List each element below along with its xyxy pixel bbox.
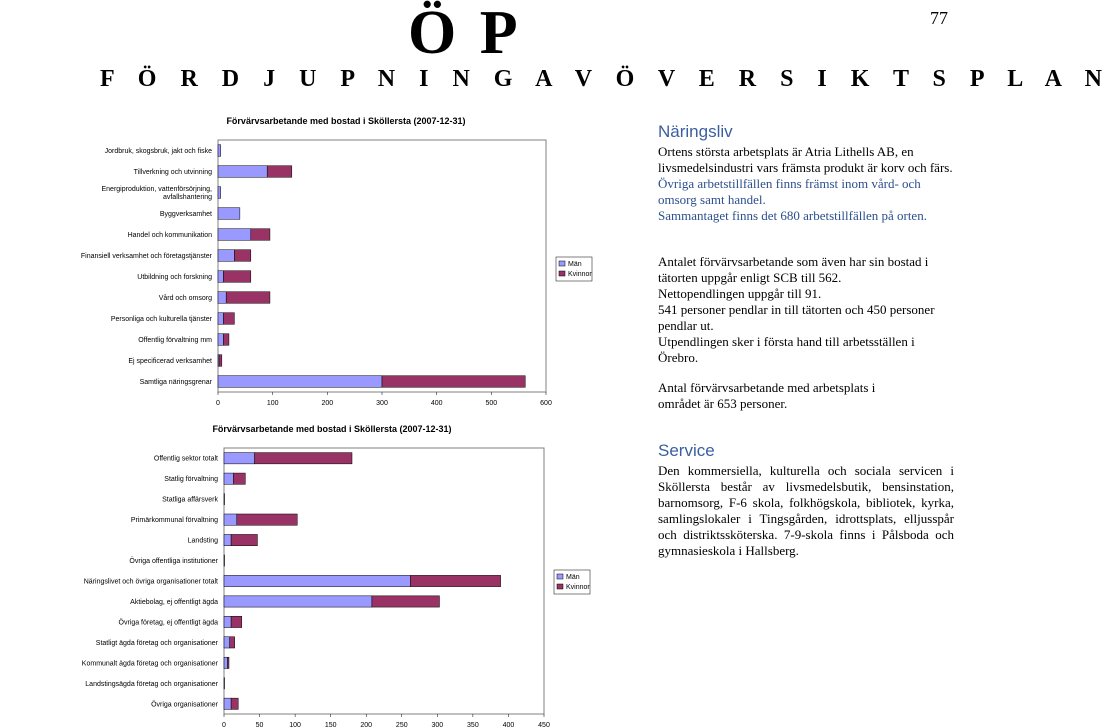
category-label: Personliga och kulturella tjänster [110, 316, 212, 323]
bar-man [224, 514, 237, 525]
document-title: F Ö R D J U P N I N G A V Ö V E R S I K T S P L A N [100, 66, 1111, 92]
bar-kvinnor [223, 334, 228, 346]
category-label: Primärkommunal förvaltning [130, 517, 218, 525]
category-label: Aktiebolag, ej offentligt ägda [130, 598, 218, 606]
category-label: Tillverkning och utvinning [133, 169, 212, 176]
chart-2-svg [60, 420, 620, 728]
bar-man [224, 657, 228, 668]
bar-kvinnor [410, 575, 500, 586]
bar-man [218, 271, 223, 283]
bar-man [224, 637, 230, 648]
bar-kvinnor [231, 616, 242, 627]
x-tick-label: 100 [289, 722, 301, 728]
category-label: Statlig förvaltning [164, 476, 218, 484]
x-tick-label: 500 [485, 400, 498, 407]
x-tick-label: 400 [430, 400, 443, 407]
legend-label: Män [568, 261, 582, 268]
bar-kvinnor [255, 453, 352, 464]
chart-2 [60, 420, 620, 728]
bar-man [218, 229, 251, 241]
stats-1: Antalet förvärvsarbetande som även har sin bostad i tätorten uppgår enligt SCB till 562. [658, 254, 929, 285]
bar-kvinnor [226, 292, 270, 304]
category-label: avfallshantering [162, 194, 212, 201]
category-label: Samtliga näringsgrenar [139, 379, 212, 386]
bar-man [224, 453, 255, 464]
chart-1-title: Förvärvsarbetande med bostad i Sköllersta (2007-12-31) [226, 116, 466, 126]
category-label: Ej specificerad verksamhet [128, 358, 212, 365]
legend-swatch [559, 261, 565, 266]
bar-man [218, 313, 223, 325]
bar-kvinnor [223, 271, 250, 283]
service-paragraph: Den kommersiella, kulturella och sociala servicen i Sköllersta består av livsmedelsbutik, bensinstation, barnomsorg, F-6 skola, folkhögskola, bibliotek, kyrka, samlingslokaler i Tingsgården, idrottsplats, elljusspår och distriktssköterska. 7-9-skola finns i Pålsboda och gymnasieskola i Hallsberg. [658, 463, 954, 558]
category-label: Statliga affärsverk [162, 496, 218, 504]
category-label: Utbildning och forskning [137, 274, 212, 281]
naringsliv-text-b: Övriga arbetstillfällen finns främst inom vård- och omsorg samt handel. [658, 176, 921, 207]
category-label: Offentlig sektor totalt [153, 455, 218, 463]
x-tick-label: 50 [255, 722, 264, 728]
bar-kvinnor [372, 596, 440, 607]
category-label: Landsting [187, 537, 218, 545]
category-label: Finansiell verksamhet och företagstjänster [80, 253, 212, 260]
bar-man [218, 187, 221, 199]
page-number: 77 [930, 8, 948, 28]
legend-swatch [559, 271, 565, 276]
bar-man [218, 145, 221, 157]
bar-man [218, 208, 240, 220]
x-tick-label: 350 [467, 722, 479, 728]
category-label: Övriga företag, ej offentligt ägda [118, 619, 218, 627]
bar-man [218, 376, 382, 388]
category-label: Jordbruk, skogsbruk, jakt och fiske [104, 148, 212, 155]
bar-man [224, 534, 231, 545]
legend-swatch [557, 574, 563, 579]
bar-man [224, 698, 231, 709]
stats-section [658, 254, 954, 366]
category-label: Handel och kommunikation [127, 232, 212, 239]
chart-1-svg [60, 112, 620, 412]
legend-label: Män [566, 574, 580, 581]
bar-kvinnor [267, 166, 292, 178]
x-tick-label: 150 [324, 722, 337, 728]
category-label: Energiproduktion, vattenförsörjning, [101, 186, 212, 193]
bar-man [224, 616, 231, 627]
x-tick-label: 200 [360, 722, 373, 728]
stats-2: Nettopendlingen uppgår till 91. [658, 286, 822, 301]
bar-man [224, 473, 233, 484]
op-logo: Ö P [408, 0, 522, 67]
x-tick-label: 450 [538, 722, 550, 728]
stats-5: Antal förvärvsarbetande med arbetsplats i området är 653 personer. [658, 380, 876, 411]
x-tick-label: 300 [431, 722, 444, 728]
service-heading: Service [658, 441, 715, 460]
chart-1-plot-area [218, 140, 546, 392]
bar-kvinnor [251, 229, 270, 241]
stats-3: 541 personer pendlar in till tätorten och 450 personer pendlar ut. [658, 302, 935, 333]
bar-kvinnor [231, 698, 238, 709]
x-tick-label: 600 [540, 400, 552, 407]
bar-kvinnor [231, 534, 257, 545]
x-tick-label: 100 [266, 400, 279, 407]
bar-kvinnor [230, 637, 235, 648]
naringsliv-section [658, 122, 954, 224]
stats-4: Utpendlingen sker i första hand till arbetsställen i Örebro. [658, 334, 915, 365]
category-label: Offentlig förvaltning mm [138, 337, 212, 344]
bar-kvinnor [234, 250, 250, 262]
bar-man [224, 575, 410, 586]
category-label: Näringslivet och övriga organisationer totalt [83, 578, 218, 586]
category-label: Kommunalt ägda företag och organisationer [81, 660, 218, 668]
service-section [658, 441, 954, 559]
x-tick-label: 0 [222, 722, 226, 728]
category-label: Landstingsägda företag och organisationer [85, 680, 218, 688]
bar-kvinnor [228, 657, 229, 668]
x-tick-label: 300 [376, 400, 388, 407]
category-label: Byggverksamhet [159, 211, 212, 218]
category-label: Statligt ägda företag och organisationer [95, 639, 218, 647]
bar-man [224, 555, 225, 566]
x-tick-label: 0 [216, 400, 220, 407]
bar-man [218, 292, 226, 304]
chart-2-title: Förvärvsarbetande med bostad i Sköllersta (2007-12-31) [212, 424, 452, 434]
category-label: Övriga offentliga institutioner [129, 558, 218, 566]
bar-man [218, 250, 234, 262]
bar-kvinnor [219, 355, 222, 367]
bar-man [218, 334, 223, 346]
x-tick-label: 250 [395, 722, 408, 728]
bar-man [224, 596, 372, 607]
chart-1 [60, 112, 620, 412]
bar-man [224, 678, 225, 689]
naringsliv-paragraph [658, 144, 954, 224]
stats-5-section [658, 380, 918, 412]
bar-kvinnor [237, 514, 297, 525]
bar-kvinnor [382, 376, 525, 388]
category-label: Övriga organisationer [151, 701, 218, 709]
naringsliv-text-c: Sammantaget finns det 680 arbetstillfällen på orten. [658, 208, 927, 223]
bar-man [218, 166, 267, 178]
bar-kvinnor [223, 313, 234, 325]
legend-swatch [557, 584, 563, 589]
naringsliv-heading: Näringsliv [658, 122, 733, 141]
bar-man [224, 494, 225, 505]
bar-kvinnor [233, 473, 245, 484]
x-tick-label: 200 [321, 400, 334, 407]
category-label: Vård och omsorg [158, 295, 212, 302]
legend-label: Kvinnor [568, 271, 592, 278]
legend-label: Kvinnor [566, 584, 590, 591]
naringsliv-text-a: Ortens största arbetsplats är Atria Lithells AB, en livsmedelsindustri vars främsta produkt är korv och färs. [658, 144, 953, 175]
x-tick-label: 400 [502, 722, 515, 728]
